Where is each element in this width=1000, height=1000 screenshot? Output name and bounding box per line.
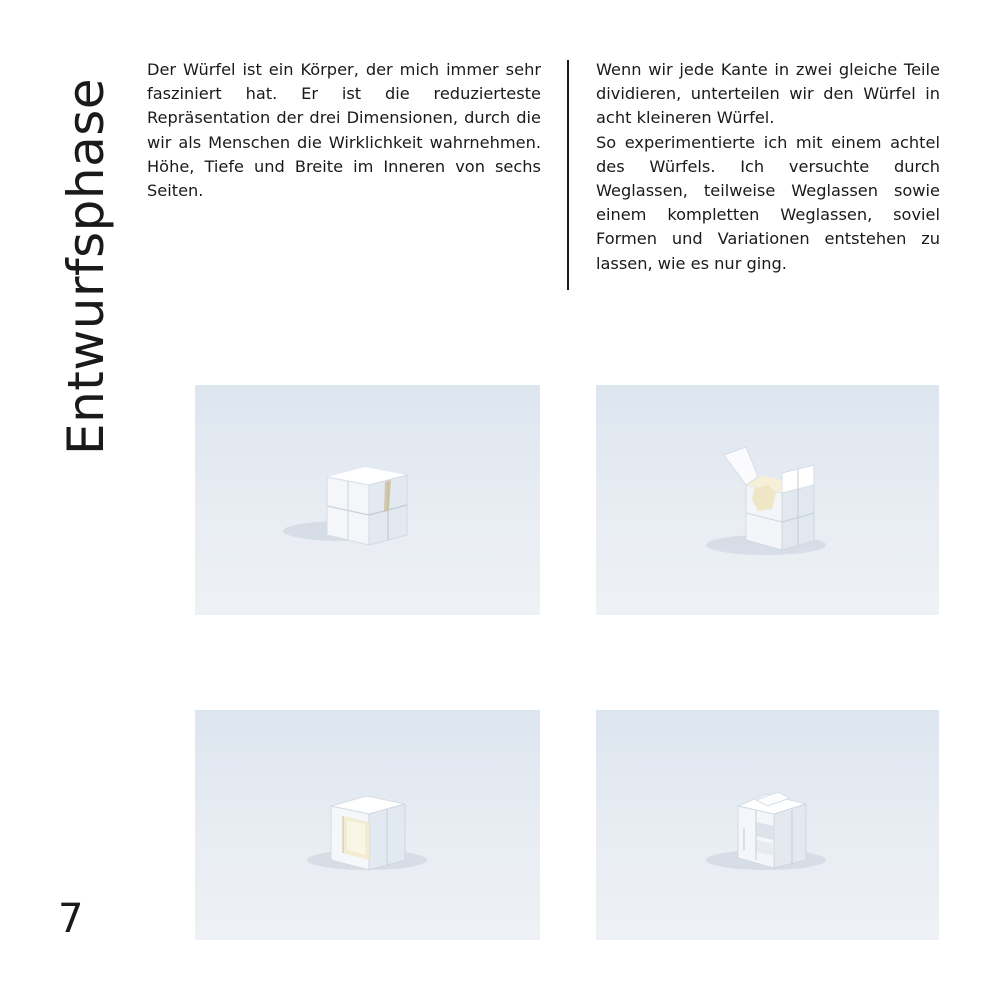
text-column-left (147, 58, 541, 203)
paper-cube-complete-icon (195, 385, 540, 615)
paper-cube-hollow-icon (195, 710, 540, 940)
column-divider (567, 60, 569, 290)
intro-paragraph: Der Würfel ist ein Körper, der mich immer sehr fasziniert hat. Er ist die reduzierteste Repräsentation der drei Dimensionen, durch die wir als Menschen die Wirklichkeit wahrnehmen. Höhe, Tiefe und Breite im Inneren von sechs Seiten. (147, 60, 541, 201)
photo-cube-complete (195, 385, 540, 615)
paper-cube-opened-icon (596, 385, 939, 615)
text-column-right (596, 58, 940, 276)
paper-cube-stepped-icon (596, 710, 939, 940)
photo-cube-hollow (195, 710, 540, 940)
page-title: Entwurfsphase (57, 77, 115, 455)
photo-cube-opened (596, 385, 939, 615)
page-number: 7 (58, 896, 84, 942)
paragraph-division: Wenn wir jede Kante in zwei gleiche Teile dividieren, unterteilen wir den Würfel in acht kleineren Würfel. (596, 60, 940, 128)
photo-cube-stepped (596, 710, 939, 940)
paragraph-experiment: So experimentierte ich mit einem achtel des Würfels. Ich versuchte durch Weglassen, teilweise Weglassen sowie einem kompletten Weglassen, soviel Formen und Variationen entstehen zu lassen, wie es nur ging. (596, 132, 940, 273)
